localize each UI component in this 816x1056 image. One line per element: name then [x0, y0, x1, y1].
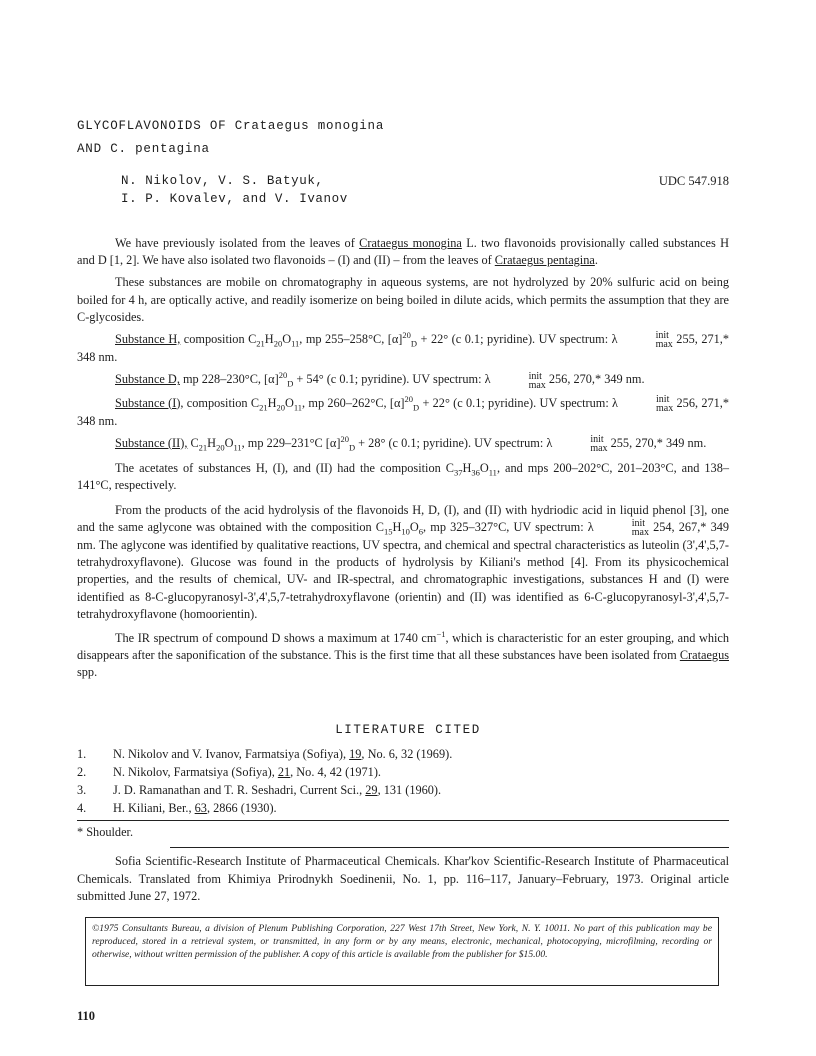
text: H. Kiliani, Ber., — [113, 801, 195, 815]
authors-line-2: I. P. Kovalev, and V. Ivanov — [121, 192, 348, 206]
lambda-label — [491, 372, 546, 390]
text: , 131 (1960). — [377, 783, 442, 797]
text: , mp 260–262°C, [α] — [302, 395, 405, 410]
text: mp 228–230°C, [α] — [179, 372, 279, 387]
text: , 2866 (1930). — [206, 801, 277, 815]
text: H — [264, 332, 274, 347]
reference-item — [77, 745, 729, 763]
text: , mp 255–258°C, [α] — [299, 332, 403, 347]
lambda-superscript: init — [631, 517, 646, 529]
reference-number: 1. — [77, 747, 87, 761]
article-title-line-1: GLYCOFLAVONOIDS OF Crataegus monogina — [77, 119, 385, 133]
text: N. Nikolov and V. Ivanov, Farmatsiya (Sofiya), — [113, 747, 350, 761]
subscript: 37 — [453, 467, 463, 478]
text: + 22° (c 0.1; pyridine). UV spectrum: λ — [417, 332, 618, 347]
subscript: 11 — [233, 442, 242, 453]
lambda-superscript: init — [655, 330, 669, 342]
reference-number: 2. — [77, 765, 87, 779]
volume: 63 — [194, 801, 207, 815]
copyright-text: ©1975 Consultants Bureau, a division of Plenum Publishing Corporation, 227 West 17th Street, New York, N. Y. 10011. No part of this publication may be reproduced, stored in a retrieval system, or transmitted, in any form or by any means, electronic, mechanical, photocopying, microfilming, recording or otherwise, without written permission of the publisher. A copy of this article is available from the publisher for $15.00. — [92, 923, 712, 961]
subscript: 10 — [401, 526, 410, 537]
authors-line-1: N. Nikolov, V. S. Batyuk, — [121, 174, 324, 188]
volume: 21 — [277, 765, 291, 779]
superscript: 20 — [402, 329, 411, 340]
superscript: 20 — [278, 370, 288, 381]
paragraph-acetates — [77, 460, 729, 494]
superscript: 20 — [340, 433, 349, 444]
subscript: D — [287, 378, 294, 389]
text: O — [479, 461, 489, 476]
substance-label: Substance (II), — [115, 435, 188, 450]
text: H — [392, 519, 402, 534]
paragraph-substance-h — [77, 331, 729, 366]
text: L. two flavonoids provisionally called substances H and D [1, 2]. We have also isolated two flavonoids – (I) and (II) – from the leaves of — [77, 236, 729, 268]
text: + 28° (c 0.1; pyridine). UV spectrum: λ — [355, 435, 553, 450]
lambda-superscript: init — [656, 393, 670, 405]
subscript: 36 — [471, 467, 480, 478]
text: J. D. Ramanathan and T. R. Seshadri, Current Sci., — [113, 783, 366, 797]
subscript: 6 — [418, 526, 424, 537]
text: 254, 267,* 349 nm. The aglycone was identified by qualitative reactions, UV spectra, and chemical and spectral characteristics as luteolin (3',4',5,7-tetrahydroxyflavone). Glucose was found in the products of hydrolysis by Kiliani's method [4]. From its physicochemical properties, and the results of chemical, UV- and IR-spectral, and chromatographic investigations, substances H and (I) were identified as 8-C-glucopyranosyl-3',4',5,7-tetrahydroxyflavone (orientin) and (II) was identified as 6-C-glucopyranosyl-3',4',5,7-tetrahydroxyflavone (homoorientin). — [77, 519, 730, 621]
species-name: Crataegus — [679, 648, 729, 663]
subscript: 11 — [291, 338, 300, 349]
literature-heading: LITERATURE CITED — [335, 723, 481, 737]
article-body — [77, 235, 729, 682]
text: H — [207, 435, 217, 450]
reference-text — [113, 763, 381, 781]
reference-item — [77, 799, 729, 817]
text: H — [462, 461, 472, 476]
subscript: 20 — [273, 338, 283, 349]
text: . — [594, 253, 598, 268]
affiliation — [77, 853, 729, 906]
article-title-line-2: AND C. pentagina — [77, 142, 210, 156]
lambda-subscript: max — [590, 443, 608, 455]
text: H — [267, 395, 277, 410]
text: O — [282, 332, 292, 347]
subscript: 15 — [384, 526, 393, 537]
species-name: Crataegus monogina — [359, 236, 462, 250]
reference-text — [113, 745, 452, 763]
subscript: 20 — [216, 442, 225, 453]
subscript: D — [413, 402, 420, 413]
subscript: D — [410, 338, 418, 349]
subscript: D — [348, 442, 356, 453]
text: N. Nikolov, Farmatsiya (Sofiya), — [113, 765, 278, 779]
subscript: 21 — [259, 402, 268, 413]
text: 256, 270,* 349 nm. — [545, 372, 645, 387]
reference-text — [113, 799, 277, 817]
text: The IR spectrum of compound D shows a maximum at 1740 cm — [115, 630, 437, 645]
lambda-subscript: max — [656, 402, 674, 414]
text: , mp 325–327°C, UV spectrum: λ — [423, 519, 594, 534]
paragraph-substance-i — [77, 395, 729, 430]
substance-label: Substance (I), — [115, 395, 184, 410]
volume: 19 — [349, 747, 362, 761]
paragraph-1 — [77, 235, 729, 269]
text: 255, 270,* 349 nm. — [607, 435, 707, 450]
text: From the products of the acid hydrolysis of the flavonoids H, D, (I), and (II) with hydriodic acid in liquid phenol [3], one and the same aglycone was obtained with the composition C — [77, 502, 729, 534]
udc-code: UDC 547.918 — [658, 174, 729, 188]
substance-label: Substance D, — [115, 372, 180, 387]
text: The acetates of substances H, (I), and (II) had the composition C — [115, 461, 454, 476]
lambda-label — [618, 395, 673, 413]
lambda-superscript: init — [528, 370, 542, 382]
paragraph-hydrolysis — [77, 502, 729, 623]
text: , mp 229–231°C [α] — [241, 435, 341, 450]
text: spp. — [77, 665, 98, 680]
reference-item — [77, 781, 729, 799]
subscript: 21 — [256, 338, 265, 349]
subscript: 21 — [198, 442, 208, 453]
lambda-label — [618, 331, 673, 349]
reference-number: 3. — [77, 783, 87, 797]
text: C — [187, 435, 199, 450]
text: 255, 271,* 348 nm. — [77, 332, 729, 365]
affiliation-text: Sofia Scientific-Research Institute of Pharmaceutical Chemicals. Khar'kov Scientific-Research Institute of Pharmaceutical Chemicals. Translated from Khimiya Prirodnykh Soedinenii, No. 1, pp. 116–117, January–February, 1973. Original article submitted June 27, 1972. — [77, 854, 729, 903]
text: , which is characteristic for an ester grouping, and which disappears after the saponification of the substance. This is the first time that all these substances have been isolated from — [77, 630, 730, 663]
lambda-subscript: max — [655, 339, 673, 351]
footnote-divider — [77, 820, 729, 821]
affiliation-divider — [170, 847, 729, 848]
text: , and mps 200–202°C, 201–203°C, and 138–141°C, respectively. — [77, 461, 730, 493]
footnote: * Shoulder. — [77, 825, 134, 839]
text: We have previously isolated from the leaves of — [115, 236, 360, 250]
substance-label: Substance H, — [115, 332, 181, 347]
paragraph-2: These substances are mobile on chromatography in aqueous systems, are not hydrolyzed by 20% sulfuric acid on being boiled for 4 h, are optically active, and readily isomerize on being boiled in dilute acids, which permits the assumption that they are C-glycosides. — [77, 275, 729, 324]
text: , No. 4, 42 (1971). — [290, 765, 381, 779]
text: , No. 6, 32 (1969). — [361, 747, 453, 761]
lambda-label — [594, 519, 649, 537]
lambda-subscript: max — [528, 379, 546, 391]
paragraph-ir-spectrum — [77, 630, 729, 682]
text: O — [409, 519, 419, 534]
copyright-box — [85, 917, 719, 986]
text: + 54° (c 0.1; pyridine). UV spectrum: λ — [293, 372, 491, 387]
subscript: 20 — [276, 402, 285, 413]
text: 256, 271,* 348 nm. — [77, 395, 729, 428]
subscript: 11 — [488, 467, 497, 478]
paragraph-substance-d — [77, 371, 729, 389]
lambda-label — [552, 435, 607, 453]
subscript: 11 — [293, 402, 303, 413]
volume: 29 — [365, 783, 378, 797]
lambda-subscript: max — [631, 526, 649, 538]
page-number: 110 — [77, 1009, 96, 1023]
species-name: Crataegus pentagina — [494, 253, 595, 268]
text: composition C — [180, 332, 257, 347]
reference-item — [77, 763, 729, 781]
superscript: −1 — [436, 628, 446, 639]
text: O — [224, 435, 234, 450]
text: + 22° (c 0.1; pyridine). UV spectrum: λ — [419, 395, 619, 410]
reference-text — [113, 781, 441, 799]
text: composition C — [183, 395, 260, 410]
reference-number: 4. — [77, 801, 87, 815]
reference-list — [77, 745, 729, 817]
superscript: 20 — [404, 393, 414, 404]
lambda-superscript: init — [590, 434, 604, 446]
paragraph-substance-ii — [77, 435, 729, 453]
text: O — [284, 395, 294, 410]
